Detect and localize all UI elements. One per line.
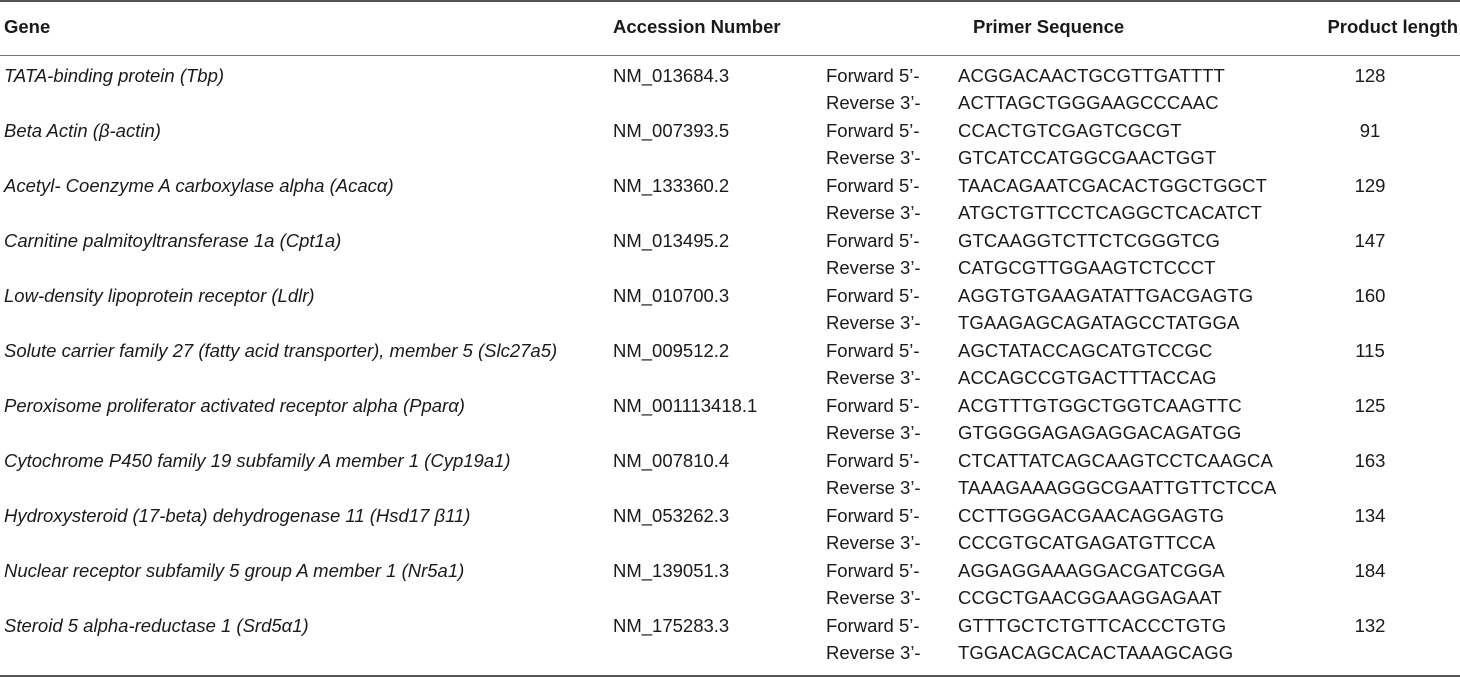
forward-label: Forward 5’-: [826, 340, 920, 361]
forward-label: Forward 5’-: [826, 230, 920, 251]
forward-label: Forward 5’-: [826, 285, 920, 306]
table-row: [0, 118, 1460, 173]
reverse-sequence: GTCATCCATGGCGAACTGGT: [958, 147, 1217, 168]
accession-number: NM_053262.3: [613, 505, 730, 526]
forward-label: Forward 5’-: [826, 175, 920, 196]
table-row: [0, 173, 1460, 228]
table-row: [0, 228, 1460, 283]
gene-name: Nuclear receptor subfamily 5 group A member 1 (Nr5a1): [4, 560, 465, 581]
forward-sequence: TAACAGAATCGACACTGGCTGGCT: [958, 175, 1268, 196]
forward-sequence: GTTTGCTCTGTTCACCCTGTG: [958, 615, 1227, 636]
forward-label: Forward 5’-: [826, 505, 920, 526]
forward-label: Forward 5’-: [826, 395, 920, 416]
table-row: [0, 613, 1460, 668]
product-length: 125: [1354, 395, 1386, 416]
reverse-sequence: CCGCTGAACGGAAGGAGAAT: [958, 587, 1222, 608]
header-rule: [0, 55, 1460, 56]
gene-name: Low-density lipoprotein receptor (Ldlr): [4, 285, 315, 306]
product-length: 129: [1354, 175, 1386, 196]
reverse-label: Reverse 3’-: [826, 147, 921, 168]
accession-number: NM_010700.3: [613, 285, 730, 306]
reverse-sequence: GTGGGGAGAGAGGACAGATGG: [958, 422, 1242, 443]
product-length: 91: [1359, 120, 1381, 141]
forward-label: Forward 5’-: [826, 560, 920, 581]
product-length: 128: [1354, 65, 1386, 86]
forward-sequence: GTCAAGGTCTTCTCGGGTCG: [958, 230, 1221, 251]
accession-number: NM_139051.3: [613, 560, 730, 581]
forward-label: Forward 5’-: [826, 450, 920, 471]
forward-sequence: CTCATTATCAGCAAGTCCTCAAGCA: [958, 450, 1273, 471]
reverse-sequence: TGAAGAGCAGATAGCCTATGGA: [958, 312, 1240, 333]
table-row: [0, 63, 1460, 118]
product-length: 115: [1355, 340, 1385, 361]
accession-number: NM_001113418.1: [613, 395, 758, 416]
reverse-sequence: ACCAGCCGTGACTTTACCAG: [958, 367, 1217, 388]
forward-sequence: ACGGACAACTGCGTTGATTTT: [958, 65, 1225, 86]
forward-sequence: AGGTGTGAAGATATTGACGAGTG: [958, 285, 1254, 306]
accession-number: NM_007393.5: [613, 120, 730, 141]
reverse-sequence: CATGCGTTGGAAGTCTCCCT: [958, 257, 1216, 278]
forward-sequence: CCACTGTCGAGTCGCGT: [958, 120, 1182, 141]
table-row: [0, 558, 1460, 613]
reverse-label: Reverse 3’-: [826, 642, 921, 663]
reverse-label: Reverse 3’-: [826, 202, 921, 223]
forward-sequence: CCTTGGGACGAACAGGAGTG: [958, 505, 1225, 526]
reverse-label: Reverse 3’-: [826, 532, 921, 553]
forward-label: Forward 5’-: [826, 615, 920, 636]
gene-name: Cytochrome P450 family 19 subfamily A member 1 (Cyp19a1): [4, 450, 511, 471]
header-product-length: Product length: [1327, 16, 1458, 37]
product-length: 132: [1354, 615, 1386, 636]
gene-name: Acetyl- Coenzyme A carboxylase alpha (Acacα): [4, 175, 394, 196]
reverse-sequence: TGGACAGCACACTAAAGCAGG: [958, 642, 1234, 663]
reverse-label: Reverse 3’-: [826, 422, 921, 443]
table-row: [0, 338, 1460, 393]
gene-name: Hydroxysteroid (17-beta) dehydrogenase 11 (Hsd17 β11): [4, 505, 471, 526]
gene-name: Peroxisome proliferator activated receptor alpha (Pparα): [4, 395, 465, 416]
table-row: [0, 283, 1460, 338]
accession-number: NM_009512.2: [613, 340, 730, 361]
product-length: 147: [1354, 230, 1386, 251]
gene-name: Solute carrier family 27 (fatty acid transporter), member 5 (Slc27a5): [4, 340, 558, 361]
header-gene: Gene: [4, 16, 51, 37]
bottom-rule: [0, 675, 1460, 677]
gene-name: Carnitine palmitoyltransferase 1a (Cpt1a): [4, 230, 342, 251]
reverse-label: Reverse 3’-: [826, 367, 921, 388]
forward-sequence: AGCTATACCAGCATGTCCGC: [958, 340, 1213, 361]
gene-name: Beta Actin (β-actin): [4, 120, 161, 141]
accession-number: NM_013495.2: [613, 230, 730, 251]
product-length: 134: [1354, 505, 1386, 526]
reverse-label: Reverse 3’-: [826, 92, 921, 113]
table-body: [0, 63, 1460, 668]
top-rule: [0, 0, 1460, 2]
table-row: [0, 393, 1460, 448]
reverse-sequence: ACTTAGCTGGGAAGCCCAAC: [958, 92, 1219, 113]
forward-sequence: AGGAGGAAAGGACGATCGGA: [958, 560, 1225, 581]
product-length: 160: [1354, 285, 1386, 306]
header-primer-sequence: Primer Sequence: [973, 16, 1125, 37]
reverse-label: Reverse 3’-: [826, 257, 921, 278]
accession-number: NM_133360.2: [613, 175, 730, 196]
forward-label: Forward 5’-: [826, 65, 920, 86]
table-row: [0, 503, 1460, 558]
reverse-label: Reverse 3’-: [826, 587, 921, 608]
gene-name: TATA-binding protein (Tbp): [4, 65, 225, 86]
forward-sequence: ACGTTTGTGGCTGGTCAAGTTC: [958, 395, 1242, 416]
product-length: 184: [1354, 560, 1386, 581]
accession-number: NM_013684.3: [613, 65, 730, 86]
header-accession-number: Accession Number: [613, 16, 781, 37]
reverse-sequence: TAAAGAAAGGGCGAATTGTTCTCCA: [958, 477, 1277, 498]
forward-label: Forward 5’-: [826, 120, 920, 141]
reverse-label: Reverse 3’-: [826, 312, 921, 333]
accession-number: NM_007810.4: [613, 450, 730, 471]
product-length: 163: [1354, 450, 1386, 471]
accession-number: NM_175283.3: [613, 615, 730, 636]
reverse-sequence: ATGCTGTTCCTCAGGCTCACATCT: [958, 202, 1262, 223]
reverse-label: Reverse 3’-: [826, 477, 921, 498]
table-row: [0, 448, 1460, 503]
reverse-sequence: CCCGTGCATGAGATGTTCCA: [958, 532, 1216, 553]
gene-name: Steroid 5 alpha-reductase 1 (Srd5α1): [4, 615, 309, 636]
